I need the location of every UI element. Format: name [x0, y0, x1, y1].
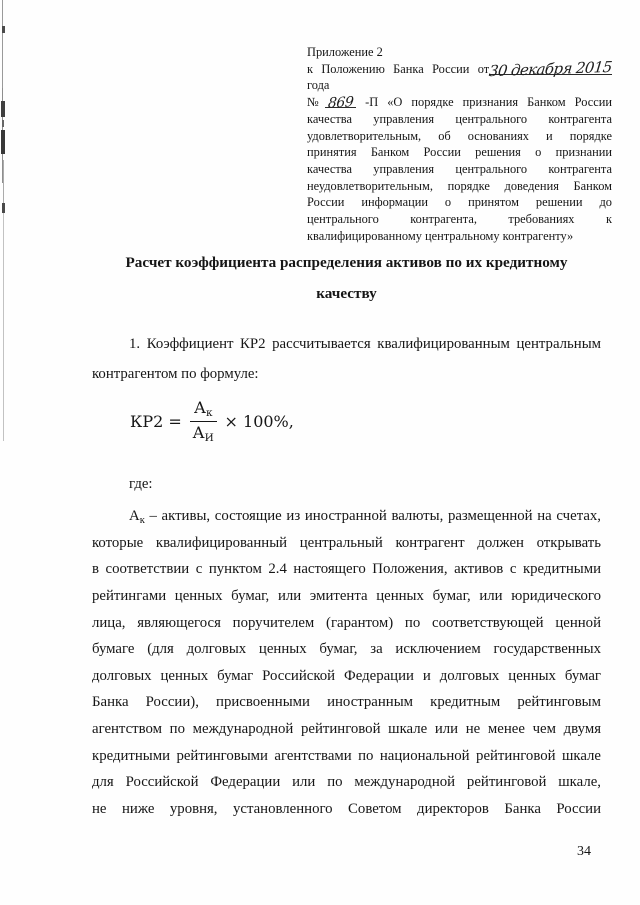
- paragraph-line: контрагентом по формуле:: [92, 366, 259, 382]
- scan-artifact-line: [3, 160, 4, 250]
- definition-line: долговых ценных бумаг Российской Федерации и долговых ценных бумаг: [92, 667, 601, 684]
- header-line: принятия Банком России решения о признании: [307, 145, 612, 160]
- header-line: России информации о принятом решении до: [307, 195, 612, 210]
- header-line: квалифицированному центральному контрагенту»: [307, 228, 574, 243]
- definition-line: не ниже уровня, установленного Советом директоров Банка России: [92, 801, 601, 818]
- definition-line: в соответствии с пунктом 2.4 настоящего Положения, активов с кредитными: [92, 561, 601, 578]
- formula-multiplier: × 100%,: [224, 412, 294, 432]
- header-line: удовлетворительным, об основаниях и порядке: [307, 128, 612, 143]
- scan-artifact-line: [3, 213, 4, 441]
- definition-line: для Российской Федерации или по международной рейтинговой шкале,: [92, 774, 601, 791]
- definition-line: лица, являющегося поручителем (гарантом) по соответствующей ценной: [92, 614, 601, 631]
- definition-paragraph: [92, 503, 601, 823]
- intro-paragraph: [92, 329, 601, 389]
- fraction-numerator: Ак: [190, 398, 217, 422]
- term-subscript: к: [139, 515, 145, 526]
- subscript: к: [205, 407, 213, 419]
- definition-line: агентством по международной рейтинговой шкале или не менее чем двумя: [92, 721, 601, 738]
- formula-kr2: [130, 398, 294, 445]
- definition-line: Банка России), присвоенными иностранным кредитным рейтинговым: [92, 694, 601, 711]
- scan-artifact-line: [2, 0, 3, 88]
- header-line: неудовлетворительным, порядке доведения Банком: [307, 178, 612, 193]
- scan-artifact-mark: [2, 26, 5, 33]
- where-label: где:: [129, 476, 153, 492]
- scan-artifact-mark: [2, 203, 5, 213]
- paragraph-line: 1. Коэффициент КР2 рассчитывается квалифицированным центральным: [129, 336, 601, 352]
- header-date-post: года: [307, 78, 330, 93]
- scan-artifact-mark: [1, 101, 5, 117]
- header-number-post: -П «О порядке признания Банком России: [365, 95, 613, 110]
- formula-lhs: КР2 =: [130, 412, 182, 432]
- header-appendix-line: Приложение 2: [307, 45, 383, 59]
- handwritten-number: 869: [327, 94, 354, 112]
- definition-line: бумаге (для долговых ценных бумаг, за исключением государственных: [92, 641, 601, 658]
- title-line-1: Расчет коэффициента распределения активов по их кредитному: [125, 254, 568, 271]
- header-line: качества управления центрального контрагента: [307, 111, 612, 126]
- scan-artifact-line: [2, 88, 3, 183]
- definition-line: рейтингами ценных бумаг, или эмитента ценных бумаг, или юридического: [92, 587, 601, 604]
- handwritten-date: 30 декабря 2015: [488, 57, 613, 80]
- scan-artifact-mark: [1, 130, 5, 154]
- page-number: 34: [577, 844, 591, 859]
- term-base: А: [129, 508, 140, 524]
- fraction: [190, 398, 217, 445]
- header-date-pre: к Положению Банка России от: [307, 61, 490, 76]
- date-blank-line: [488, 57, 613, 80]
- header-line: качества управления центрального контрагента: [307, 161, 612, 176]
- title-line-2: качеству: [316, 285, 377, 302]
- number-blank-line: [325, 94, 356, 112]
- scan-artifact-mark: [2, 120, 4, 127]
- definition-line: $А_к$ – активы, состоящие из иностранной валюты, размещенной на счетах,: [129, 508, 601, 526]
- header-regulation-date-line: [307, 57, 613, 94]
- header-regulation-number-line: [307, 94, 612, 111]
- subscript: И: [204, 432, 214, 445]
- appendix-header: [307, 44, 612, 244]
- definition-line: которые квалифицированный центральный контрагент должен открывать: [92, 534, 601, 551]
- page-title: [92, 247, 601, 309]
- header-line: центрального контрагента, требованиях к: [307, 212, 612, 227]
- numero-sign: №: [307, 95, 325, 110]
- fraction-denominator: АИ: [192, 423, 214, 445]
- definition-line: кредитными рейтинговыми агентствами по национальной рейтинговой шкале: [92, 747, 601, 764]
